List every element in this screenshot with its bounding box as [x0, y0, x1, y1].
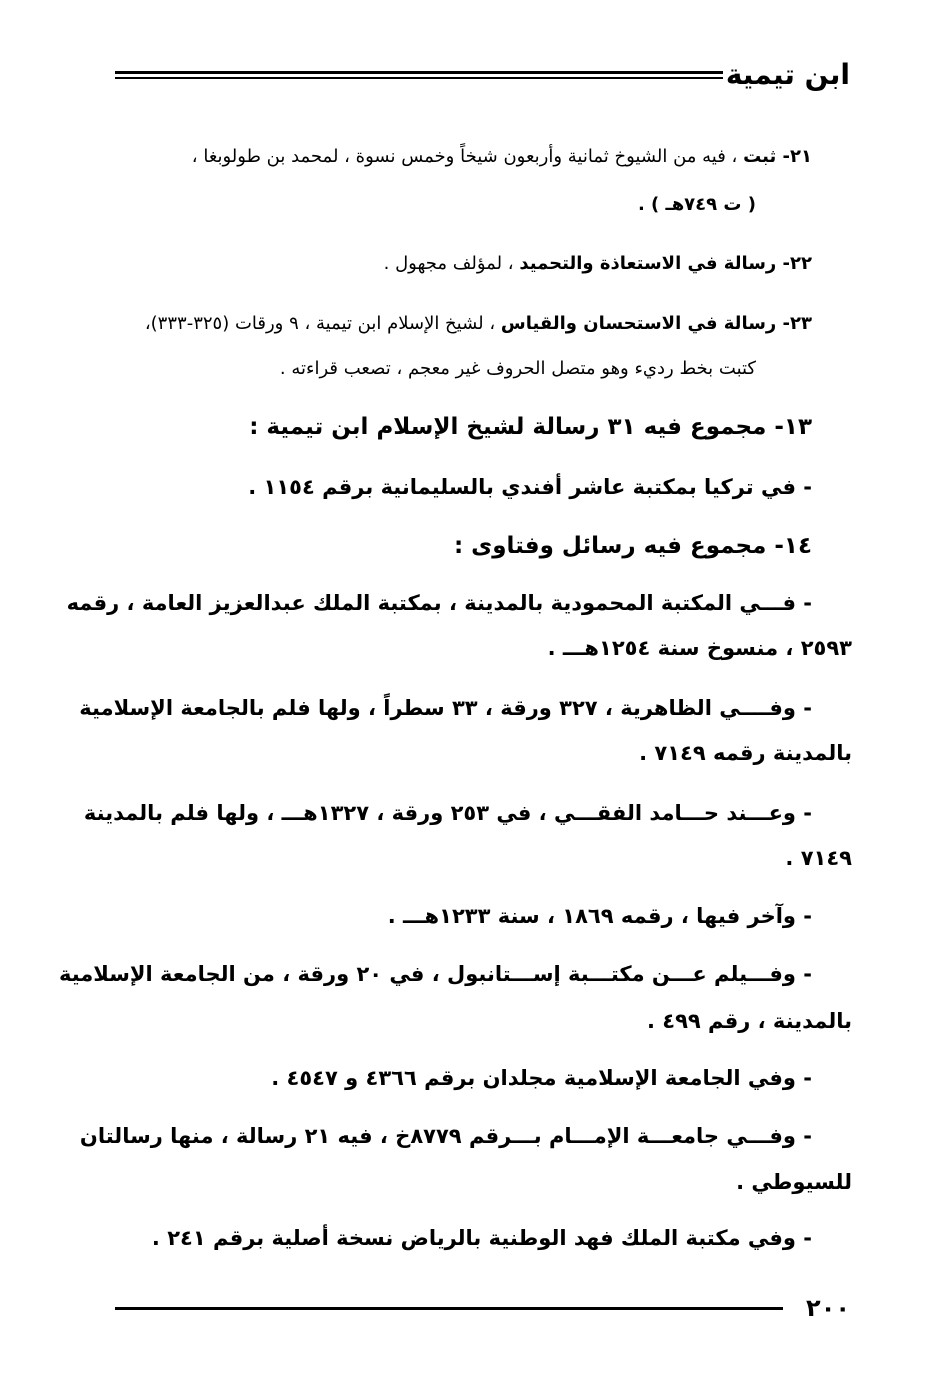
item-21-description: ، فيه من الشيوخ ثمانية وأربعون شيخاً وخمس نسوة ، لمحمد بن طولوبغا ، — [191, 146, 738, 167]
header-rule-thick — [115, 71, 723, 74]
section-13-entry: - في تركيا بمكتبة عاشر أفندي بالسليمانية برقم ١١٥٤ . — [248, 475, 812, 499]
header-rule-thin — [115, 77, 723, 79]
item-21-line-2: ( ت ٧٤٩هـ ) . — [637, 194, 756, 215]
page-number: ٢٠٠ — [806, 1294, 850, 1322]
section-14-entry-4: - وآخر فيها ، رقمه ١٨٦٩ ، سنة ١٢٣٣هـــ . — [387, 904, 812, 928]
section-13-heading: ١٣- مجموع فيه ٣١ رسالة لشيخ الإسلام ابن تيمية : — [249, 414, 812, 440]
section-14-entry-6: - وفي الجامعة الإسلامية مجلدان برقم ٤٣٦٦ و ٤٥٤٧ . — [271, 1066, 812, 1090]
footer-rule — [115, 1307, 783, 1310]
item-23-line-1 — [145, 315, 812, 333]
section-14-entry-7-line-1: - وفـــي جامعـــة الإمـــام بـــرقم ٨٧٧٩خ ، فيه ٢١ رسالة ، منها رسالتان — [79, 1124, 812, 1148]
header-title: ابن تيمية — [725, 58, 850, 91]
item-23-line-2: كتبت بخط رديء وهو متصل الحروف غير معجم ، تصعب قراءته . — [279, 358, 756, 379]
item-23-title: ٢٣- رسالة في الاستحسان والقياس — [500, 313, 812, 334]
section-14-entry-8: - وفي مكتبة الملك فهد الوطنية بالرياض نسخة أصلية برقم ٢٤١ . — [151, 1226, 812, 1250]
item-21-line-1 — [192, 148, 812, 166]
section-14-entry-2-line-1: - وفــــي الظاهرية ، ٣٢٧ ورقة ، ٣٣ سطراً ، ولها فلم بالجامعة الإسلامية — [79, 696, 812, 720]
section-14-heading: ١٤- مجموع فيه رسائل وفتاوى : — [453, 533, 812, 559]
section-14-entry-2-line-2: بالمدينة رقمه ٧١٤٩ . — [639, 741, 852, 765]
section-14-entry-1-line-2: ٢٥٩٣ ، منسوخ سنة ١٢٥٤هـــ . — [547, 636, 852, 660]
section-14-entry-3-line-2: ٧١٤٩ . — [785, 846, 852, 870]
section-14-entry-7-line-2: للسيوطي . — [736, 1170, 852, 1194]
section-14-entry-1-line-1: - فـــي المكتبة المحمودية بالمدينة ، بمكتبة الملك عبدالعزيز العامة ، رقمه — [66, 591, 812, 615]
item-22-line — [384, 255, 812, 273]
section-14-entry-5-line-2: بالمدينة ، رقم ٤٩٩ . — [646, 1009, 852, 1033]
item-23-description: ، لشيخ الإسلام ابن تيمية ، ٩ ورقات (٣٢٥-٣٣٣)، — [144, 313, 496, 334]
running-header — [115, 55, 850, 95]
item-22-description: ، لمؤلف مجهول . — [383, 253, 514, 274]
section-14-entry-3-line-1: - وعـــند حـــامد الفقـــي ، في ٢٥٣ ورقة ، ١٣٢٧هـــ ، ولها فلم بالمدينة — [83, 801, 812, 825]
section-14-entry-5-line-1: - وفـــيلم عـــن مكتـــبة إســـتانبول ، في ٢٠ ورقة ، من الجامعة الإسلامية — [58, 962, 812, 986]
item-21-title: ٢١- ثبت — [743, 146, 812, 167]
item-22-title: ٢٢- رسالة في الاستعاذة والتحميد — [519, 253, 812, 274]
page-footer — [115, 1293, 850, 1323]
